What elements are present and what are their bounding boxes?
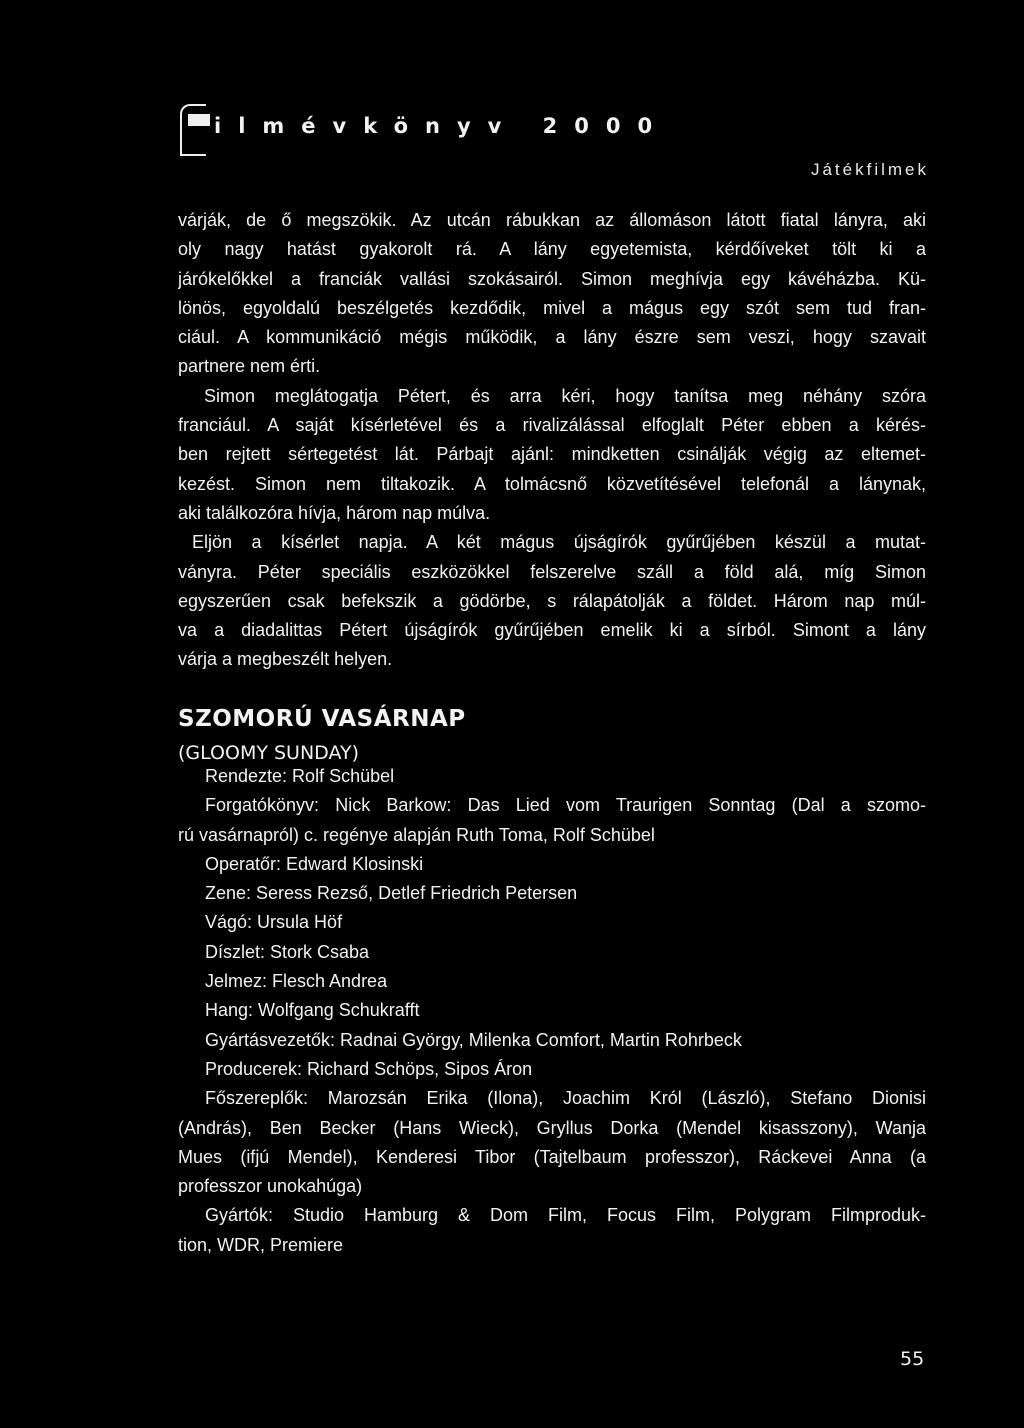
paragraph-line: ványra. Péter speciális eszközökkel felszerelve száll a föld alá, míg Simon (178, 561, 926, 582)
paragraph-line: va a diadalittas Pétert újságírók gyűrűjében emelik ki a sírból. Simont a lány (178, 620, 926, 641)
paragraph-line: lönös, egyoldalú beszélgetés kezdődik, mivel a mágus egy szót sem tud fran- (178, 297, 926, 318)
film-original-title: (GLOOMY SUNDAY) (178, 742, 360, 764)
paragraph-line: ben rejtett sértegetést lát. Párbajt ajánl: mindketten csinálják végig az eltemet- (178, 444, 926, 465)
paragraph-line: egyszerűen csak befekszik a gödörbe, s rálapátolják a földet. Három nap múl- (178, 590, 926, 611)
paragraph-line: ciául. A kommunikáció mégis működik, a lány észre sem veszi, hogy szavait (178, 327, 926, 348)
film-title: SZOMORÚ VASÁRNAP (178, 706, 466, 732)
credit-line: professzor unokahúga) (178, 1176, 363, 1197)
credit-line: rú vasárnapról) c. regénye alapján Ruth Toma, Rolf Schübel (178, 824, 655, 845)
credit-line: Mues (ifjú Mendel), Kenderesi Tibor (Tajtelbaum professzor), Ráckevei Anna (a (178, 1146, 926, 1167)
paragraph-line: várják, de ő megszökik. Az utcán rábukkan az állomáson látott fiatal lányra, aki (178, 210, 926, 230)
credit-line: tion, WDR, Premiere (178, 1234, 344, 1255)
credit-line: Forgatókönyv: Nick Barkow: Das Lied vom Traurigen Sonntag (Dal a szomo- (205, 795, 926, 816)
section-label: Játékfilmek (810, 160, 929, 179)
paragraph-line: kezést. Simon nem tiltakozik. A tolmácsnő közvetítésével telefonál a lánynak, (178, 473, 926, 494)
paragraph-line: Simon meglátogatja Pétert, és arra kéri, hogy tanítsa meg néhány szóra (204, 385, 926, 406)
credit-line: Hang: Wolfgang Schukrafft (205, 1000, 420, 1021)
paragraph-line: várja a megbeszélt helyen. (178, 649, 393, 670)
credit-line: (András), Ben Becker (Hans Wieck), Gryllus Dorka (Mendel kisasszony), Wanja (178, 1117, 926, 1138)
paragraph-line: járókelőkkel a franciák vallási szokásairól. Simon meghívja egy kávéházba. Kü- (178, 268, 926, 289)
credit-line: Rendezte: Rolf Schübel (205, 766, 395, 786)
logo-text: ilmévkönyv 2000 (214, 114, 670, 138)
credit-line: Vágó: Ursula Höf (205, 912, 343, 933)
synopsis-text (178, 206, 926, 675)
paragraph-line: oly nagy hatást gyakorolt rá. A lány egyetemista, kérdőíveket tölt ki a (178, 239, 926, 260)
credit-line: Díszlet: Stork Csaba (205, 941, 370, 962)
credit-line: Gyártásvezetők: Radnai György, Milenka Comfort, Martin Rohrbeck (205, 1029, 742, 1050)
paragraph-line: Eljön a kísérlet napja. A két mágus újságírók gyűrűjében készül a mutat- (192, 532, 926, 553)
credit-line: Gyártók: Studio Hamburg & Dom Film, Focus Film, Polygram Filmproduk- (205, 1205, 926, 1226)
credit-line: Operatőr: Edward Klosinski (205, 853, 424, 874)
logo-f-mark (180, 104, 206, 156)
paragraph-line: partnere nem érti. (178, 356, 321, 377)
paragraph-line: franciául. A saját kísérletével és a rivalizálással elfoglalt Péter ebben a kérés- (178, 415, 926, 436)
paragraph-line: aki találkozóra hívja, három nap múlva. (178, 502, 491, 523)
filmevkonyv-logo (180, 104, 669, 156)
page-number: 55 (900, 1348, 925, 1370)
credit-line: Jelmez: Flesch Andrea (205, 971, 388, 992)
credit-line: Főszereplők: Marozsán Erika (Ilona), Joachim Król (László), Stefano Dionisi (205, 1088, 926, 1109)
credit-line: Zene: Seress Rezső, Detlef Friedrich Petersen (205, 883, 578, 904)
credit-line: Producerek: Richard Schöps, Sipos Áron (205, 1058, 533, 1079)
film-credits (178, 762, 926, 1260)
